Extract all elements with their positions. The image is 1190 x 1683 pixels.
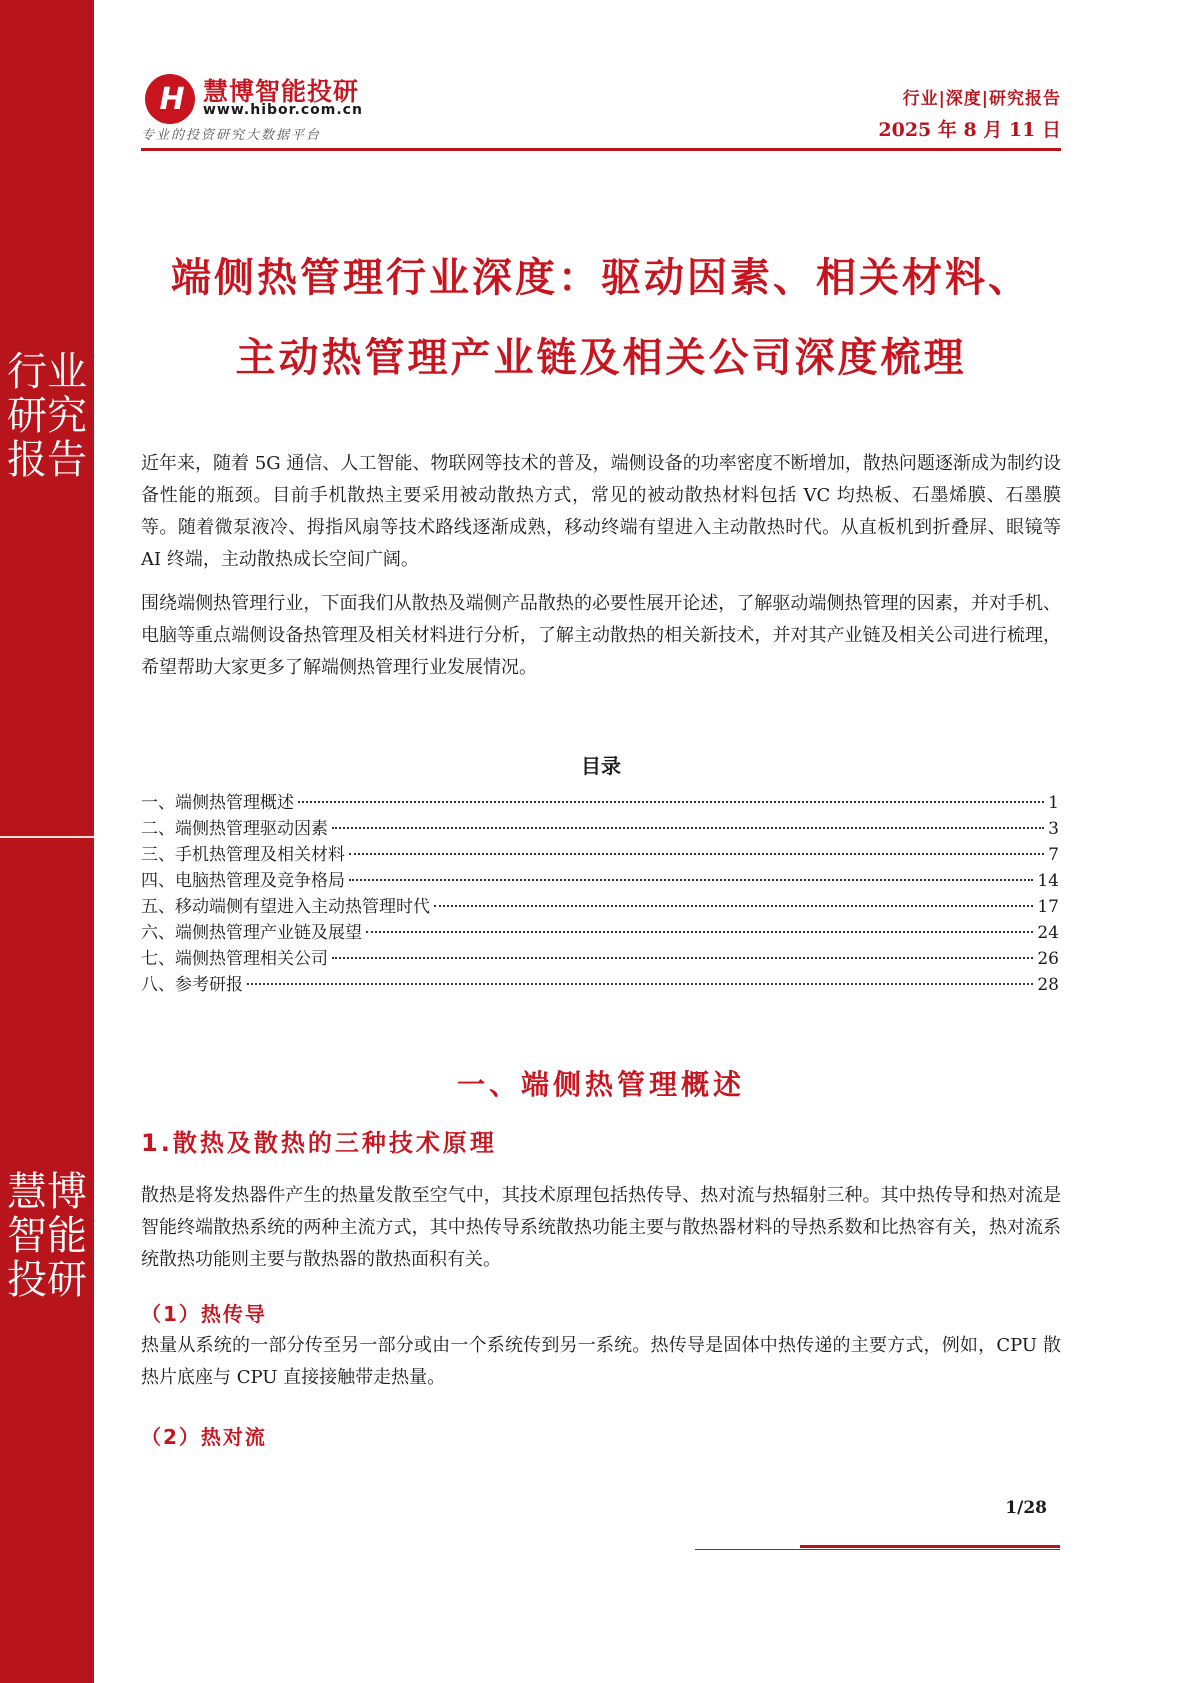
- report-category: 行业|深度|研究报告: [902, 89, 1061, 109]
- logo-slogan: 专业的投资研究大数据平台: [141, 128, 322, 143]
- toc-item[interactable]: 七、端侧热管理相关公司 26: [141, 949, 1059, 969]
- sidebar: [0, 0, 94, 1683]
- sidebar-report-type: 行业研究报告: [7, 349, 87, 483]
- footer-rule-accent: [800, 1545, 1060, 1548]
- header-meta: [878, 84, 1061, 142]
- footer-rule: [695, 1549, 1060, 1550]
- title-line-1: 端侧热管理行业深度：驱动因素、相关材料、: [171, 255, 1031, 301]
- conduction-paragraph: 热量从系统的一部分传至另一部分或由一个系统传到另一系统。热传导是固体中热传递的主要方式，例如，CPU 散热片底座与 CPU 直接接触带走热量。: [141, 1335, 1061, 1388]
- table-of-contents: [141, 790, 1059, 998]
- convection-heading: （2）热对流: [141, 1425, 267, 1449]
- header-rule: [141, 148, 1061, 151]
- toc-item[interactable]: 一、端侧热管理概述 1: [141, 793, 1059, 813]
- subsection-heading: 1.散热及散热的三种技术原理: [141, 1129, 497, 1157]
- toc-title: 目录: [581, 754, 621, 778]
- intro-paragraph-1: 近年来，随着 5G 通信、人工智能、物联网等技术的普及，端侧设备的功率密度不断增加，散热问题逐渐成为制约设备性能的瓶颈。目前手机散热主要采用被动散热方式，常见的被动散热材料包括 VC 均热板、石墨烯膜、石墨膜等。随着微泵液冷、拇指风扇等技术路线逐渐成熟，移动终端有望进入主动散热时代。从直板机到折叠屏、眼镜等 AI 终端，主动散热成长空间广阔。: [141, 453, 1061, 570]
- logo-url: www.hibor.com.cn: [203, 102, 363, 118]
- logo-icon: H: [145, 74, 195, 124]
- toc-item[interactable]: 二、端侧热管理驱动因素 3: [141, 819, 1059, 839]
- report-date: 2025 年 8 月 11 日: [878, 119, 1061, 141]
- sidebar-brand: 慧博智能投研: [7, 1169, 87, 1303]
- conduction-heading: （1）热传导: [141, 1302, 267, 1326]
- intro-paragraph-2: 围绕端侧热管理行业，下面我们从散热及端侧产品散热的必要性展开论述，了解驱动端侧热管理的因素，并对手机、电脑等重点端侧设备热管理及相关材料进行分析，了解主动散热的相关新技术，并对其产业链及相关公司进行梳理，希望帮助大家更多了解端侧热管理行业发展情况。: [141, 593, 1061, 678]
- toc-item[interactable]: 五、移动端侧有望进入主动热管理时代 17: [141, 897, 1059, 917]
- title-line-2: 主动热管理产业链及相关公司深度梳理: [235, 335, 967, 381]
- section-heading: 一、端侧热管理概述: [456, 1068, 745, 1101]
- page-header: [141, 68, 1061, 148]
- toc-item[interactable]: 三、手机热管理及相关材料 7: [141, 845, 1059, 865]
- section-paragraph: 散热是将发热器件产生的热量发散至空气中，其技术原理包括热传导、热对流与热辐射三种。其中热传导和热对流是智能终端散热系统的两种主流方式，其中热传导系统散热功能主要与散热器材料的导热系数和比热容有关，热对流系统散热功能则主要与散热器的散热面积有关。: [141, 1185, 1061, 1270]
- logo-name: 慧博智能投研: [203, 77, 360, 106]
- page-title: [141, 238, 1061, 398]
- page-number: 1/28: [1005, 1498, 1047, 1518]
- sidebar-divider: [0, 836, 94, 838]
- toc-item[interactable]: 八、参考研报 28: [141, 975, 1059, 995]
- toc-item[interactable]: 四、电脑热管理及竞争格局 14: [141, 871, 1059, 891]
- toc-item[interactable]: 六、端侧热管理产业链及展望 24: [141, 923, 1059, 943]
